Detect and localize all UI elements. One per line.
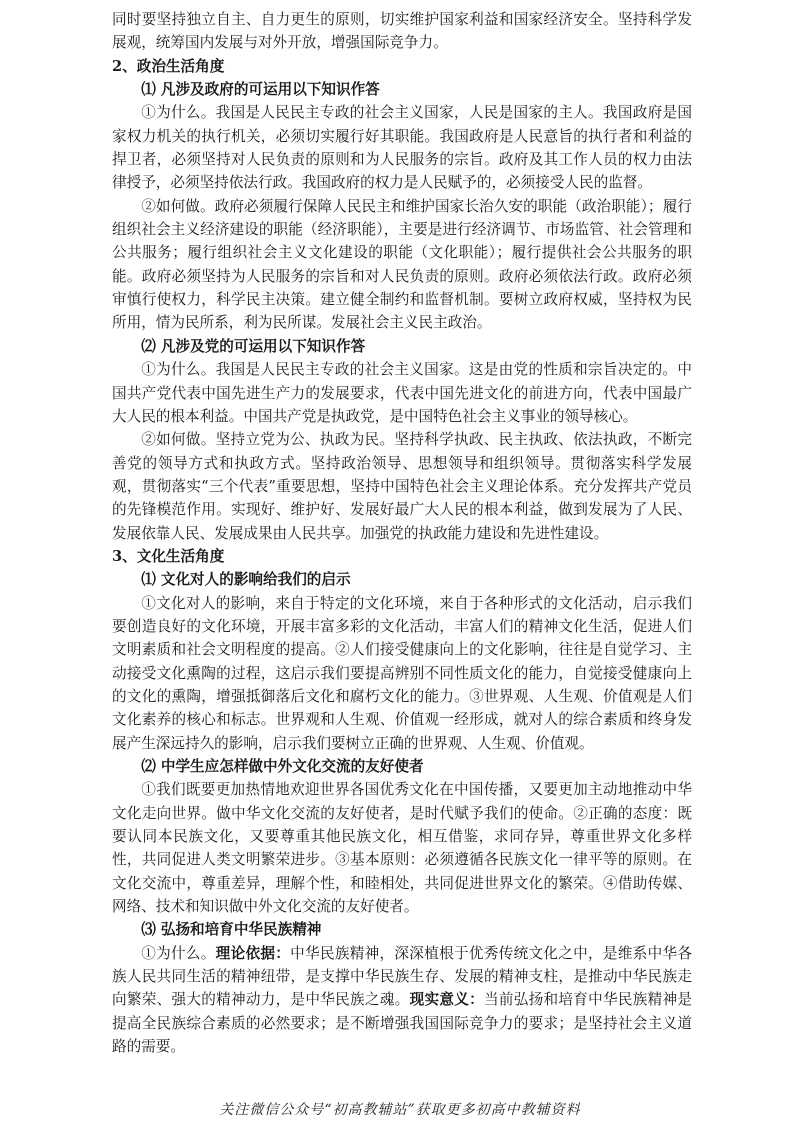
page-footer: 关注微信公众号“初高教辅站”获取更多初高中教辅资料 (219, 1102, 581, 1118)
section-heading-culture: 3、文化生活角度 (112, 547, 225, 565)
subheading-government: ⑴ 凡涉及政府的可运用以下知识作答 (141, 81, 380, 99)
subheading-national-spirit: ⑶ 弘扬和培育中华民族精神 (141, 921, 322, 939)
paragraph-government-why: ①为什么。我国是人民民主专政的社会主义国家，人民是国家的主人。我国政府是国家权力机关的执行机关，必须切实履行好其职能。我国政府是人民意旨的执行者和利益的捍卫者，必须坚持对人民负责的原则和为人民服务的宗旨。政府及其工作人员的权力由法律授予，必须坚持依法行政。我国政府的权力是人民赋予的，必须接受人民的监督。 (112, 104, 692, 192)
label-theory-basis: 理论依据： (215, 944, 291, 962)
document-body (112, 8, 692, 1058)
section-heading-politics: 2、政治生活角度 (112, 57, 225, 75)
paragraph-culture-influence: ①文化对人的影响，来自于特定的文化环境，来自于各种形式的文化活动，启示我们要创造良好的文化环境，开展丰富多彩的文化活动，丰富人们的精神文化生活，促进人们文明素质和社会文明程度的提高。②人们接受健康向上的文化影响，往往是自觉学习、主动接受文化熏陶的过程，这启示我们要提高辨别不同性质文化的能力，自觉接受健康向上的文化的熏陶，增强抵御落后文化和腐朽文化的能力。③世界观、人生观、价值观是人们文化素养的核心和标志。世界观和人生观、价值观一经形成，就对人的综合素质和终身发展产生深远持久的影响，启示我们要树立正确的世界观、人生观、价值观。 (112, 594, 692, 752)
subheading-culture-influence: ⑴ 文化对人的影响给我们的启示 (141, 571, 351, 589)
paragraph-party-why: ①为什么。我国是人民民主专政的社会主义国家。这是由党的性质和宗旨决定的。中国共产党代表中国先进生产力的发展要求，代表中国先进文化的前进方向，代表中国最广大人民的根本利益。中国共产党是执政党，是中国特色社会主义事业的领导核心。 (112, 361, 692, 425)
paragraph-government-how: ②如何做。政府必须履行保障人民民主和维护国家长治久安的职能（政治职能）；履行组织社会主义经济建设的职能（经济职能），主要是进行经济调节、市场监管、社会管理和公共服务；履行组织社会主义文化建设的职能（文化职能）；履行提供社会公共服务的职能。政府必须坚持为人民服务的宗旨和对人民负责的原则。政府必须依法行政。政府必须审慎行使权力，科学民主决策。建立健全制约和监督机制。要树立政府权威，坚持权为民所用，情为民所系，利为民所谋。发展社会主义民主政治。 (112, 197, 692, 332)
subheading-party: ⑵ 凡涉及党的可运用以下知识作答 (141, 337, 366, 355)
national-spirit-lead: ①为什么。 (141, 944, 216, 962)
intro-paragraph: 同时要坚持独立自主、自力更生的原则，切实维护国家利益和国家经济安全。坚持科学发展观，统筹国内发展与对外开放，增强国际竞争力。 (112, 11, 692, 52)
national-spirit-theory: 中华民族精神，深深植根于优秀传统文化之中，是维系中华各族人民共同生活的精神纽带，是支撑中华民族生存、发展的精神支柱，是推动中华民族走向繁荣、强大的精神动力，是中华民族之魂。 (112, 944, 692, 1009)
paragraph-party-how: ②如何做。坚持立党为公、执政为民。坚持科学执政、民主执政、依法执政，不断完善党的领导方式和执政方式。坚持政治领导、思想领导和组织领导。贯彻落实科学发展观，贯彻落实“三个代表”重要思想，坚持中国特色社会主义理论体系。充分发挥共产党员的先锋模范作用。实现好、维护好、发展好最广大人民的根本利益，做到发展为了人民、发展依靠人民、发展成果由人民共享。加强党的执政能力建设和先进性建设。 (112, 431, 692, 542)
national-spirit-practice: 当前弘扬和培育中华民族精神是提高全民族综合素质的必然要求；是不断增强我国国际竞争力的要求；是坚持社会主义道路的需要。 (112, 991, 692, 1056)
subheading-cultural-exchange: ⑵ 中学生应怎样做中外文化交流的友好使者 (141, 758, 424, 775)
label-practical-significance: 现实意义： (409, 991, 484, 1009)
paragraph-national-spirit (112, 942, 692, 1059)
paragraph-cultural-exchange: ①我们既要更加热情地欢迎世界各国优秀文化在中国传播，又要更加主动地推动中华文化走向世界。做中华文化交流的友好使者，是时代赋予我们的使命。②正确的态度：既要认同本民族文化，又要尊重其他民族文化，相互借鉴，求同存异，尊重世界文化多样性，共同促进人类文明繁荣进步。③基本原则：必须遵循各民族文化一律平等的原则。在文化交流中，尊重差异，理解个性，和睦相处，共同促进世界文化的繁荣。④借助传媒、网络、技术和知识做中外文化交流的友好使者。 (112, 781, 692, 916)
